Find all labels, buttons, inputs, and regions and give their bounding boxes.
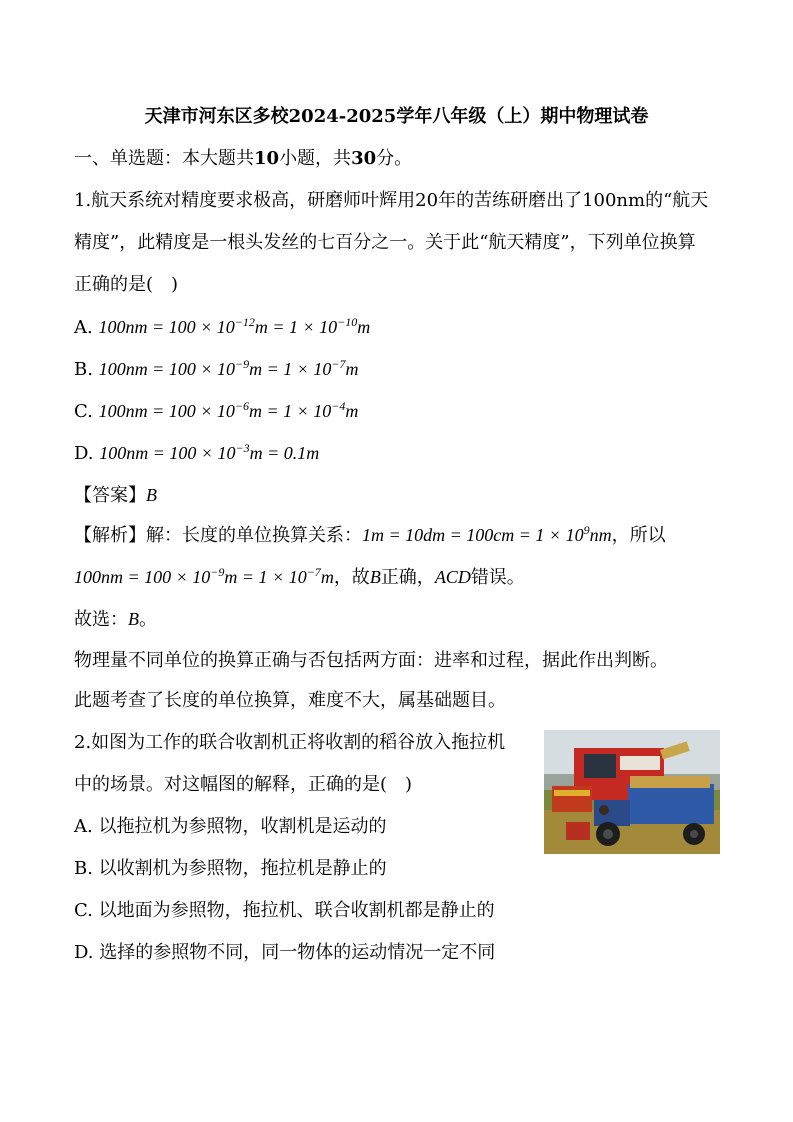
section-mid: 小题，共 — [279, 148, 352, 169]
section-heading — [74, 146, 412, 172]
q1-note-1: 物理量不同单位的换算正确与否包括两方面：进率和过程，据此作出判断。 — [74, 650, 668, 671]
harvester-illustration — [544, 730, 720, 854]
q2-option-d: D. 选择的参照物不同，同一物体的运动情况一定不同 — [74, 942, 496, 963]
q1-choose: 故选：B。 — [74, 609, 157, 630]
question-count: 10 — [254, 148, 280, 169]
q1-option-d: D. $100nm = 100 \times 10^{-3}m = 0.1m$ — [74, 441, 320, 464]
q2-stem-line-1: 2.如图为工作的联合收割机正将收割的稻谷放入拖拉机 — [74, 732, 506, 753]
q2-option-a: A. 以拖拉机为参照物，收割机是运动的 — [74, 816, 387, 837]
q2-option-c: C. 以地面为参照物，拖拉机、联合收割机都是静止的 — [74, 900, 495, 921]
q1-analysis-line-2: $100nm = 100 \times 10^{-9}m = 1 \times 10^{-7}m$，故B正确，ACD错误。 — [74, 565, 525, 588]
q1-option-a: A. $100nm = 100 \times 10^{-12}m = 1 \times 10^{-10}m$ — [74, 315, 371, 338]
section-prefix: 一、单选题：本大题共 — [74, 148, 254, 169]
q1-stem-line-3: 正确的是( ) — [74, 274, 179, 295]
q1-analysis-line-1: 【解析】解：长度的单位换算关系：$1m = 10dm = 100cm = 1 \times 10^9nm$，所以 — [74, 523, 666, 546]
q1-answer: 【答案】B — [74, 485, 157, 506]
q1-note-2: 此题考查了长度的单位换算，难度不大，属基础题目。 — [74, 690, 506, 711]
total-score: 30 — [351, 148, 377, 169]
harvester-photo — [544, 730, 720, 854]
q1-stem-line-2: 精度”，此精度是一根头发丝的七百分之一。关于此“航天精度”，下列单位换算 — [74, 232, 696, 253]
exam-title: 天津市河东区多校2024-2025学年八年级（上）期中物理试卷 — [144, 106, 649, 127]
q2-stem-line-2: 中的场景。对这幅图的解释，正确的是( ) — [74, 774, 413, 795]
section-suffix: 分。 — [376, 148, 413, 169]
q2-option-b: B. 以收割机为参照物，拖拉机是静止的 — [74, 858, 387, 879]
answer-value: B — [146, 485, 157, 505]
q1-option-c: C. $100nm = 100 \times 10^{-6}m = 1 \times 10^{-4}m$ — [74, 399, 359, 422]
q1-option-b: B. $100nm = 100 \times 10^{-9}m = 1 \times 10^{-7}m$ — [74, 357, 359, 380]
q1-stem-line-1: 1.航天系统对精度要求极高，研磨师叶辉用20年的苦练研磨出了100nm的“航天 — [74, 190, 709, 211]
